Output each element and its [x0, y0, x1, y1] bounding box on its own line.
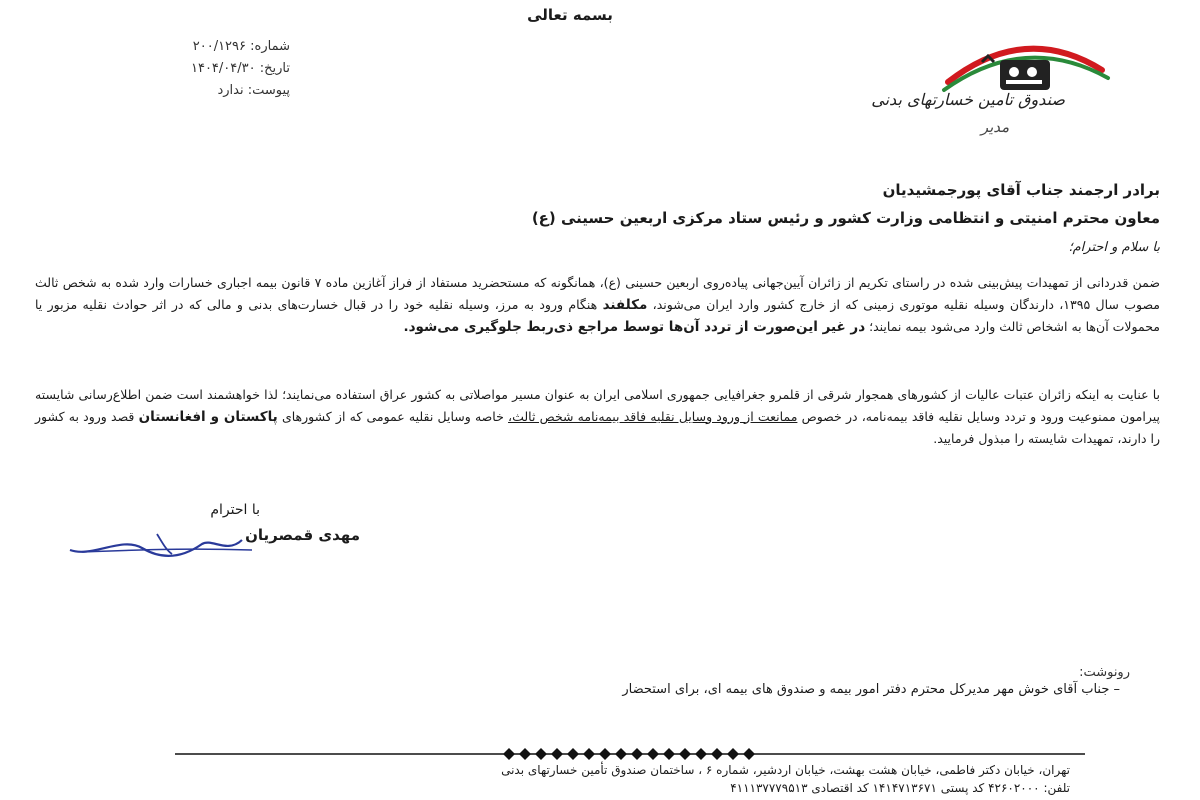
recipient-block [260, 176, 1160, 232]
footer-address: تهران، خیابان دکتر فاطمی، خیابان هشت بهشت، خیابان اردشیر، شماره ۶ ، ساختمان صندوق تأمین خسارتهای بدنی [501, 763, 1070, 777]
p2-emphasis-countries: پاکستان و افغانستان [138, 408, 278, 425]
logo-role: مدیر [980, 118, 1010, 136]
footer-divider [175, 747, 1085, 761]
p1-emphasis-prevention: در غیر این‌صورت از تردد آن‌ها توسط مراجع ذی‌ربط جلوگیری می‌شود. [403, 319, 866, 335]
logo-org-name: صندوق تامین خسارتهای بدنی [871, 90, 1065, 109]
letter-meta [60, 36, 290, 102]
bismillah-heading: بسمه تعالی [527, 6, 613, 24]
closing-salutation: با احترام [210, 502, 260, 518]
signer-name: مهدی قمصریان [245, 526, 360, 544]
logo-emblem-icon [982, 56, 1050, 90]
body-paragraph-2 [35, 384, 1160, 450]
p1-emphasis-obliged: مکلفند [602, 296, 648, 313]
p1-text-a: ضمن قدردانی از تمهیدات پیش‌بینی شده در راستای تکریم از زائران آیین‌جهانی پیاده‌روی اربعین حسینی (ع)، همانگونه که مستحضرید مستفاد از فراز آغازین ماده ۷ قانون بیمه اجباری خسارات وارد شده به شخص ثالث مصوب سال ۱۳۹۵، دارندگان وسیله نقلیه موتوری زمینی که از خارج کشور وارد ایران می‌شوند، [35, 275, 1160, 312]
cc-recipient: – جناب آقای خوش مهر مدیرکل محترم دفتر امور بیمه و صندوق های بیمه ای، برای استحضار [622, 682, 1120, 697]
p2-underlined-prevention: ممانعت از ورود وسایل نقلیه فاقد بیمه‌نامه شخص ثالث، [508, 408, 798, 424]
footer-contact: تلفن: ۴۲۶۰۲۰۰۰ کد پستی ۱۴۱۴۷۱۳۶۷۱ کد اقتصادی ۴۱۱۱۳۷۷۷۹۵۱۳ [730, 781, 1070, 795]
cc-title: رونوشت: [1079, 665, 1130, 680]
body-paragraph-1 [35, 272, 1160, 339]
p2-text-a: با عنایت به اینکه زائران عتبات عالیات از کشورهای همجوار شرقی از قلمرو جغرافیایی جمهوری اسلامی ایران به عنوان مسیر مواصلاتی به کشور عراق استفاده می‌نمایند؛ لذا خواهشمند است ضمن اطلاع‌رسانی شایسته پیرامون ممنوعیت ورود و تردد وسایل نقلیه فاقد بیمه‌نامه، در خصوص [35, 387, 1160, 424]
letter-date: تاریخ: ۱۴۰۴/۰۴/۳۰ [190, 61, 290, 76]
handwritten-signature [62, 528, 262, 562]
p1-text-c: هنگام ورود به مرز، وسیله نقلیه خود را در قبال خسارت‌های بدنی و مالی که در اثر حوادث نقلیه مزبور یا محمولات آن‌ها به اشخاص ثالث وارد می‌شود بیمه نمایند؛ [35, 296, 1160, 334]
recipient-title: معاون محترم امنیتی و انتظامی وزارت کشور و رئیس ستاد مرکزی اربعین حسینی (ع) [531, 209, 1160, 227]
recipient-name: برادر ارجمند جناب آقای پورجمشیدیان [882, 181, 1160, 199]
letter-number: شماره: ۲۰۰/۱۲۹۶ [192, 39, 290, 54]
letter-attachment: پیوست: ندارد [217, 83, 290, 98]
p2-text-e: قصد ورود به کشور را دارند، تمهیدات شایسته را مبذول فرمایید. [35, 408, 1160, 446]
p2-text-c: خاصه وسایل نقلیه عمومی که از کشورهای [281, 408, 504, 424]
greeting: با سلام و احترام؛ [1068, 240, 1160, 255]
